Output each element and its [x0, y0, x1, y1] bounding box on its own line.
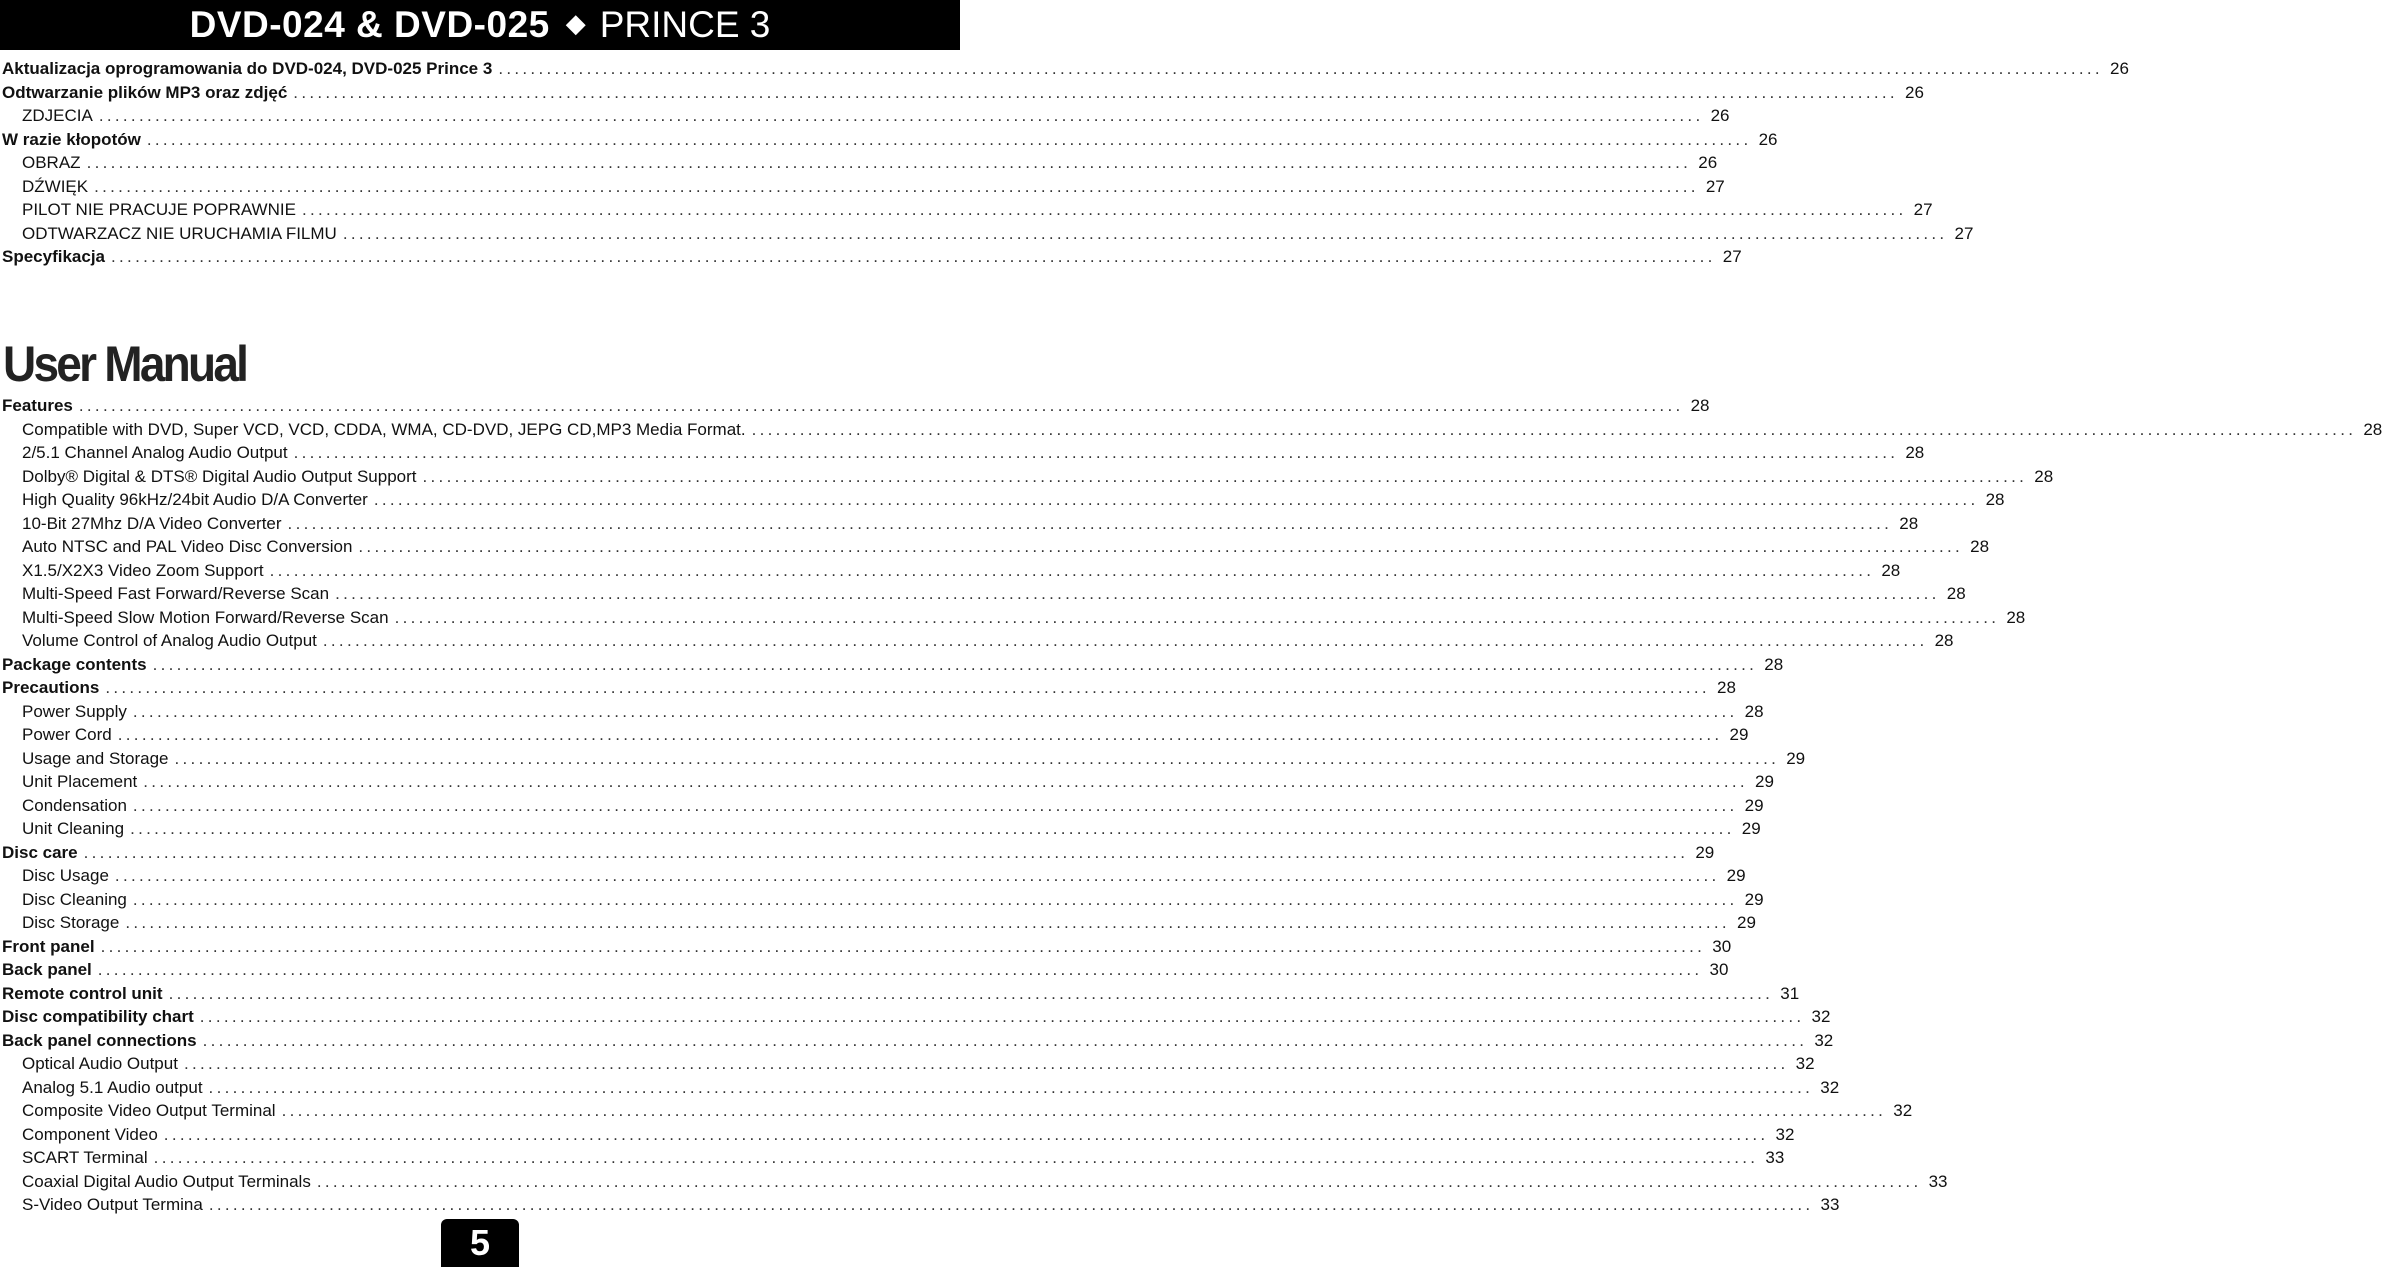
toc-entry[interactable] — [0, 606, 2026, 630]
toc-polish — [0, 57, 2129, 269]
toc-entry[interactable] — [0, 488, 2005, 512]
toc-entry-title: Package contents — [2, 654, 147, 674]
toc-dot-leader: ........................................................................................................................................................................................................ — [287, 513, 1893, 533]
toc-entry-page: 28 — [1934, 631, 1954, 650]
toc-entry-title: X1.5/X2X3 Video Zoom Support — [22, 560, 264, 580]
toc-entry-title: Auto NTSC and PAL Video Disc Conversion — [22, 537, 353, 556]
toc-dot-leader: ........................................................................................................................................................................................................ — [153, 1148, 1759, 1167]
toc-entry-title: ODTWARZACZ NIE URUCHAMIA FILMU — [22, 223, 337, 243]
toc-dot-leader: ........................................................................................................................................................................................................ — [174, 748, 1780, 768]
toc-entry-page: 32 — [1775, 1124, 1795, 1144]
toc-entry-title: Analog 5.1 Audio output — [22, 1077, 203, 1097]
toc-entry-title: Disc Usage — [22, 866, 109, 885]
toc-entry-title: Composite Video Output Terminal — [22, 1101, 276, 1120]
toc-entry[interactable] — [0, 128, 1778, 152]
toc-entry[interactable] — [0, 841, 1715, 865]
toc-entry-title: S-Video Output Termina — [22, 1195, 203, 1214]
toc-dot-leader: ........................................................................................................................................................................................................ — [152, 654, 1758, 674]
toc-entry[interactable] — [0, 198, 1933, 222]
toc-entry-page: 28 — [2034, 466, 2054, 486]
toc-entry[interactable] — [0, 535, 1990, 559]
toc-entry-title: Disc Storage — [22, 913, 120, 932]
toc-entry-page: 27 — [1913, 200, 1933, 219]
toc-entry-page: 32 — [1893, 1101, 1913, 1120]
toc-entry-title: 2/5.1 Channel Analog Audio Output — [22, 443, 288, 462]
toc-dot-leader: ........................................................................................................................................................................................................ — [132, 889, 1738, 909]
toc-entry[interactable] — [0, 104, 1730, 128]
page-header — [0, 0, 960, 50]
toc-entry[interactable] — [0, 676, 1736, 700]
toc-entry-title: Volume Control of Analog Audio Output — [22, 631, 317, 650]
toc-entry[interactable] — [0, 653, 1784, 677]
toc-entry-title: Back panel — [2, 960, 92, 979]
toc-dot-leader: ........................................................................................................................................................................................................ — [78, 396, 1684, 415]
toc-entry-title: Back panel connections — [2, 1030, 197, 1050]
toc-entry-page: 26 — [1905, 82, 1924, 102]
toc-entry[interactable] — [0, 982, 1800, 1006]
toc-entry[interactable] — [0, 1052, 1815, 1076]
toc-entry-title: Compatible with DVD, Super VCD, VCD, CDDA, WMA, CD-DVD, JEPG CD,MP3 Media Format. — [22, 419, 746, 439]
toc-dot-leader: ........................................................................................................................................................................................................ — [97, 960, 1703, 979]
toc-entry-page: 29 — [1695, 842, 1715, 862]
toc-entry[interactable] — [0, 794, 1764, 818]
toc-entry-page: 28 — [2006, 607, 2026, 627]
toc-dot-leader: ........................................................................................................................................................................................................ — [105, 678, 1710, 697]
page-number: 5 — [469, 1222, 491, 1263]
toc-entry[interactable] — [0, 559, 1901, 583]
toc-entry-page: 26 — [1698, 153, 1718, 172]
toc-entry[interactable] — [0, 418, 2382, 442]
toc-entry-title: Specyfikacja — [2, 247, 106, 266]
toc-dot-leader: ........................................................................................................................................................................................................ — [316, 1171, 1922, 1191]
toc-dot-leader: ........................................................................................................................................................................................................ — [130, 819, 1735, 838]
toc-entry-page: 26 — [1758, 129, 1778, 149]
page-number-tab — [441, 1219, 519, 1267]
toc-entry-page: 28 — [1970, 537, 1990, 556]
toc-entry-page: 33 — [1765, 1148, 1785, 1167]
toc-entry-title: Component Video — [22, 1124, 158, 1144]
diamond-icon: ◆ — [565, 8, 586, 38]
toc-entry-page: 28 — [1717, 678, 1736, 697]
toc-entry[interactable] — [0, 175, 1725, 199]
toc-entry-page: 30 — [1712, 936, 1732, 956]
toc-dot-leader: ........................................................................................................................................................................................................ — [751, 419, 2357, 439]
toc-dot-leader: ........................................................................................................................................................................................................ — [199, 1007, 1805, 1026]
header-model: DVD-024 & DVD-025 — [189, 4, 550, 45]
toc-entry-title: PILOT NIE PRACUJE POPRAWNIE — [22, 200, 296, 219]
toc-entry[interactable] — [0, 465, 2054, 489]
toc-entry[interactable] — [0, 57, 2129, 81]
toc-entry[interactable] — [0, 1076, 1840, 1100]
toc-dot-leader: ........................................................................................................................................................................................................ — [98, 106, 1704, 125]
toc-entry-title: Features — [2, 396, 73, 415]
toc-entry[interactable] — [0, 1029, 1834, 1053]
toc-entry-page: 29 — [1744, 889, 1764, 909]
toc-english — [0, 394, 2382, 1217]
toc-entry-title: Aktualizacja oprogramowania do DVD-024, DVD-025 Prince 3 — [2, 59, 493, 78]
toc-entry-title: Power Supply — [22, 701, 127, 721]
toc-dot-leader: ........................................................................................................................................................................................................ — [208, 1195, 1814, 1214]
toc-entry-page: 28 — [1690, 396, 1710, 415]
toc-dot-leader: ........................................................................................................................................................................................................ — [422, 466, 2028, 486]
toc-entry[interactable] — [0, 911, 1756, 935]
toc-entry-page: 29 — [1786, 748, 1806, 768]
toc-entry-page: 28 — [1764, 654, 1784, 674]
toc-dot-leader: ........................................................................................................................................................................................................ — [100, 936, 1706, 956]
toc-entry-title: DŹWIĘK — [22, 176, 89, 196]
toc-entry-page: 28 — [1905, 443, 1925, 462]
header-product: PRINCE 3 — [599, 4, 771, 45]
toc-dot-leader: ........................................................................................................................................................................................................ — [132, 701, 1738, 721]
toc-entry[interactable] — [0, 888, 1764, 912]
toc-entry-title: Coaxial Digital Audio Output Terminals — [22, 1171, 311, 1191]
toc-entry-title: SCART Terminal — [22, 1148, 148, 1167]
toc-dot-leader: ........................................................................................................................................................................................................ — [125, 913, 1730, 932]
toc-entry[interactable] — [0, 245, 1742, 269]
toc-entry-page: 32 — [1811, 1007, 1831, 1026]
toc-entry-page: 33 — [1820, 1195, 1840, 1214]
toc-entry-title: Unit Cleaning — [22, 819, 125, 838]
toc-dot-leader: ........................................................................................................................................................................................................ — [281, 1101, 1887, 1120]
toc-entry-title: Condensation — [22, 795, 127, 815]
toc-entry-title: Disc care — [2, 842, 78, 862]
toc-entry[interactable] — [0, 817, 1761, 841]
toc-entry-page: 27 — [1954, 223, 1974, 243]
toc-entry-title: 10-Bit 27Mhz D/A Video Converter — [22, 513, 282, 533]
toc-entry[interactable] — [0, 864, 1746, 888]
toc-entry-page: 27 — [1722, 247, 1742, 266]
toc-entry-title: OBRAZ — [22, 153, 81, 172]
toc-entry-page: 33 — [1928, 1171, 1948, 1191]
toc-dot-leader: ........................................................................................................................................................................................................ — [132, 795, 1738, 815]
toc-dot-leader: ........................................................................................................................................................................................................ — [202, 1030, 1808, 1050]
toc-entry-page: 26 — [2110, 59, 2129, 78]
toc-entry-title: ZDJECIA — [22, 106, 93, 125]
toc-entry-page: 26 — [1710, 106, 1730, 125]
toc-entry-page: 29 — [1744, 795, 1764, 815]
toc-dot-leader: ........................................................................................................................................................................................................ — [146, 129, 1752, 149]
toc-entry[interactable] — [0, 441, 1925, 465]
toc-entry[interactable] — [0, 935, 1732, 959]
toc-entry-page: 30 — [1709, 960, 1729, 979]
toc-dot-leader: ........................................................................................................................................................................................................ — [94, 176, 1699, 196]
toc-entry-page: 29 — [1726, 866, 1746, 885]
toc-entry-title: Disc compatibility chart — [2, 1007, 194, 1026]
toc-entry[interactable] — [0, 394, 1710, 418]
toc-dot-leader: ........................................................................................................................................................................................................ — [114, 866, 1720, 885]
toc-entry[interactable] — [0, 512, 1919, 536]
toc-entry[interactable] — [0, 1193, 1840, 1217]
toc-entry-title: Precautions — [2, 678, 100, 697]
toc-entry[interactable] — [0, 723, 1749, 747]
toc-entry-title: Unit Placement — [22, 772, 138, 791]
toc-entry[interactable] — [0, 1099, 1913, 1123]
toc-dot-leader: ........................................................................................................................................................................................................ — [111, 247, 1716, 266]
toc-entry[interactable] — [0, 1170, 1948, 1194]
toc-entry[interactable] — [0, 629, 1954, 653]
toc-entry-title: Usage and Storage — [22, 748, 169, 768]
toc-entry[interactable] — [0, 958, 1729, 982]
toc-entry-title: Front panel — [2, 936, 95, 956]
toc-dot-leader: ........................................................................................................................................................................................................ — [342, 223, 1948, 243]
toc-entry[interactable] — [0, 747, 1806, 771]
toc-entry[interactable] — [0, 1146, 1785, 1170]
toc-entry-page: 28 — [1899, 513, 1919, 533]
toc-entry-page: 29 — [1737, 913, 1756, 932]
toc-dot-leader: ........................................................................................................................................................................................................ — [208, 1077, 1814, 1097]
toc-entry-title: Disc Cleaning — [22, 889, 127, 909]
toc-entry-page: 31 — [1780, 983, 1800, 1003]
toc-dot-leader: ........................................................................................................................................................................................................ — [394, 607, 2000, 627]
toc-dot-leader: ........................................................................................................................................................................................................ — [498, 59, 2103, 78]
toc-entry-title: W razie kłopotów — [2, 129, 141, 149]
toc-entry-title: Remote control unit — [2, 983, 163, 1003]
toc-dot-leader: ........................................................................................................................................................................................................ — [293, 82, 1898, 102]
toc-entry[interactable] — [0, 222, 1974, 246]
toc-entry-title: Odtwarzanie plików MP3 oraz zdjęć — [2, 82, 288, 102]
toc-dot-leader: ........................................................................................................................................................................................................ — [143, 772, 1748, 791]
toc-entry-page: 28 — [1985, 490, 2005, 509]
toc-dot-leader: ........................................................................................................................................................................................................ — [86, 153, 1692, 172]
toc-dot-leader: ........................................................................................................................................................................................................ — [293, 443, 1899, 462]
toc-entry-title: Multi-Speed Fast Forward/Reverse Scan — [22, 584, 330, 603]
toc-entry[interactable] — [0, 1123, 1795, 1147]
toc-dot-leader: ........................................................................................................................................................................................................ — [83, 842, 1689, 862]
toc-entry-page: 29 — [1755, 772, 1774, 791]
toc-dot-leader: ........................................................................................................................................................................................................ — [373, 490, 1979, 509]
toc-entry[interactable] — [0, 81, 1924, 105]
toc-dot-leader: ........................................................................................................................................................................................................ — [117, 725, 1723, 744]
toc-entry[interactable] — [0, 1005, 1831, 1029]
toc-entry[interactable] — [0, 151, 1718, 175]
toc-entry-page: 28 — [2363, 419, 2382, 439]
toc-entry[interactable] — [0, 582, 1966, 606]
toc-entry[interactable] — [0, 770, 1774, 794]
toc-entry-page: 27 — [1705, 176, 1725, 196]
toc-entry-page: 29 — [1729, 725, 1749, 744]
toc-dot-leader: ........................................................................................................................................................................................................ — [335, 584, 1940, 603]
toc-entry-page: 28 — [1744, 701, 1764, 721]
toc-entry-title: Multi-Speed Slow Motion Forward/Reverse Scan — [22, 607, 389, 627]
toc-entry-page: 28 — [1946, 584, 1966, 603]
toc-dot-leader: ........................................................................................................................................................................................................ — [358, 537, 1964, 556]
toc-entry-title: Power Cord — [22, 725, 112, 744]
toc-entry-page: 32 — [1820, 1077, 1840, 1097]
toc-dot-leader: ........................................................................................................................................................................................................ — [301, 200, 1907, 219]
toc-entry-page: 29 — [1741, 819, 1761, 838]
toc-dot-leader: ........................................................................................................................................................................................................ — [168, 983, 1774, 1003]
section-heading: User Manual — [3, 336, 247, 392]
toc-dot-leader: ........................................................................................................................................................................................................ — [183, 1054, 1789, 1073]
toc-dot-leader: ........................................................................................................................................................................................................ — [322, 631, 1928, 650]
toc-entry[interactable] — [0, 700, 1764, 724]
toc-entry-title: Dolby® Digital & DTS® Digital Audio Output Support — [22, 466, 417, 486]
toc-entry-title: High Quality 96kHz/24bit Audio D/A Converter — [22, 490, 368, 509]
toc-entry-page: 32 — [1795, 1054, 1815, 1073]
toc-dot-leader: ........................................................................................................................................................................................................ — [163, 1124, 1769, 1144]
toc-entry-page: 28 — [1881, 560, 1901, 580]
toc-entry-page: 32 — [1814, 1030, 1834, 1050]
toc-entry-title: Optical Audio Output — [22, 1054, 178, 1073]
toc-dot-leader: ........................................................................................................................................................................................................ — [269, 560, 1875, 580]
